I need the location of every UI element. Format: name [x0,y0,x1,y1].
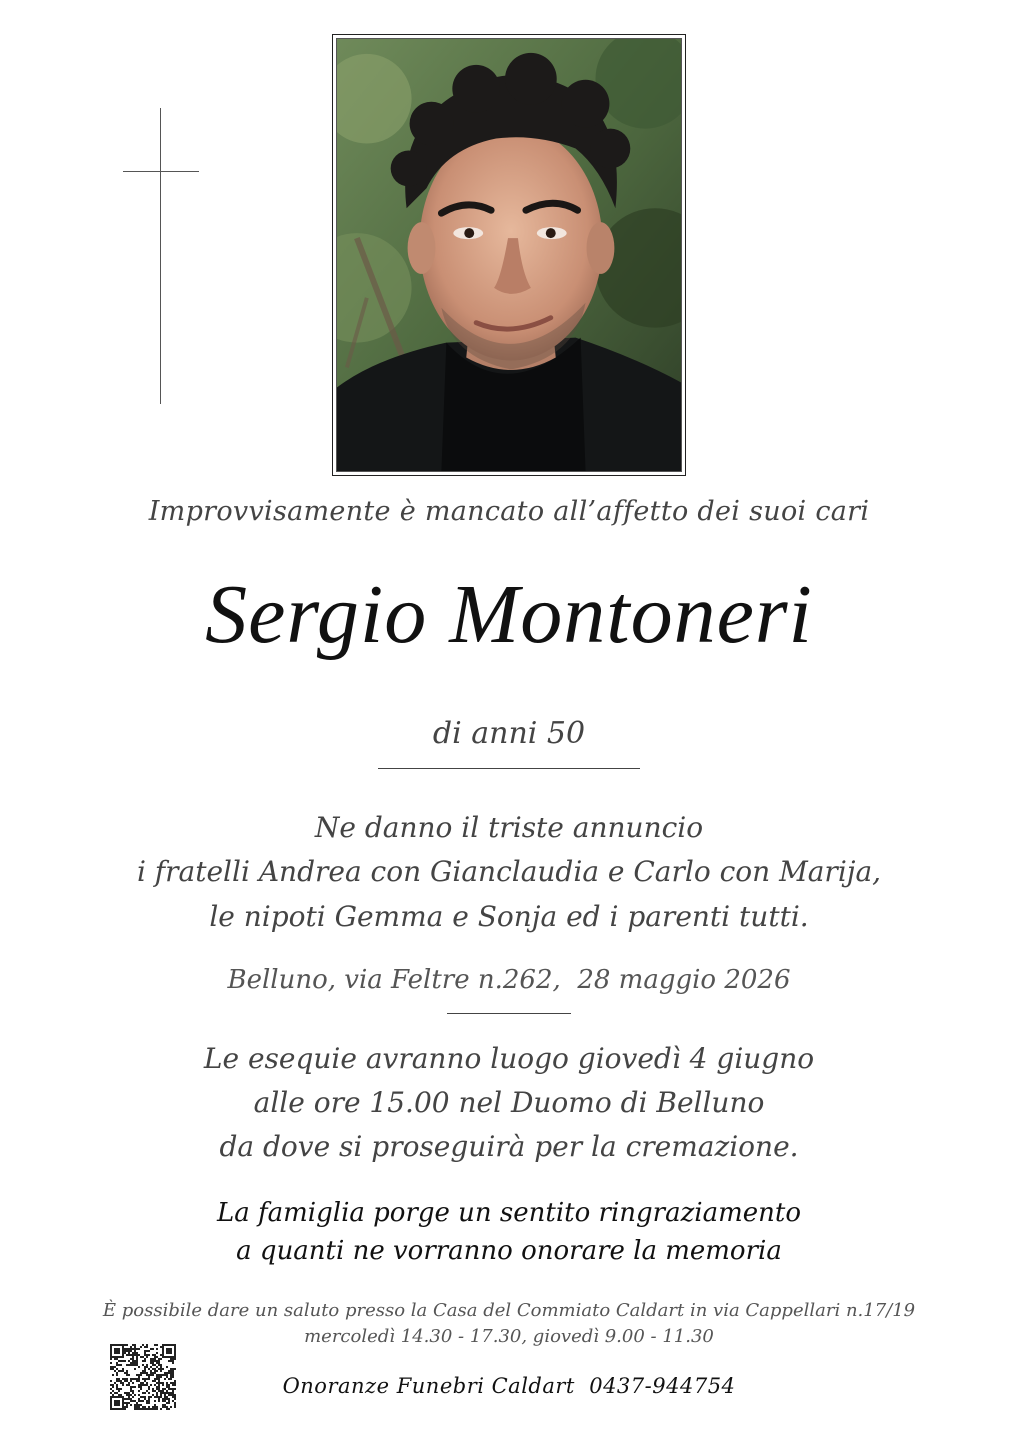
deceased-name: Sergio Montoneri [205,568,813,661]
divider [447,1013,571,1014]
funeral-line: Le esequie avranno luogo giovedì 4 giugno [203,1042,815,1075]
visit-info-line: È possibile dare un saluto presso la Casa del Commiato Caldart in via Cappellari n.17/19 [102,1300,916,1321]
divider [378,768,640,769]
announcement-line: i fratelli Andrea con Gianclaudia e Carlo con Marija, [136,855,882,888]
funeral-line: alle ore 15.00 nel Duomo di Belluno [253,1086,765,1119]
funeral-home: Onoranze Funebri Caldart 0437-944754 [282,1374,736,1398]
thanks-line: La famiglia porge un sentito ringraziamento [216,1198,801,1228]
visit-info-line: mercoledì 14.30 - 17.30, giovedì 9.00 - 11.30 [304,1326,714,1347]
place-date: Belluno, via Feltre n.262, 28 maggio 2026 [227,965,791,995]
portrait-photo [332,34,686,476]
announcement-line: Ne danno il triste annuncio [314,811,704,844]
thanks-line: a quanti ne vorranno onorare la memoria [236,1236,782,1266]
age-text: di anni 50 [432,716,586,751]
announcement-line: le nipoti Gemma e Sonja ed i parenti tutti. [209,900,809,933]
funeral-line: da dove si proseguirà per la cremazione. [219,1130,799,1163]
intro-text: Improvvisamente è mancato all’affetto dei suoi cari [148,496,870,527]
